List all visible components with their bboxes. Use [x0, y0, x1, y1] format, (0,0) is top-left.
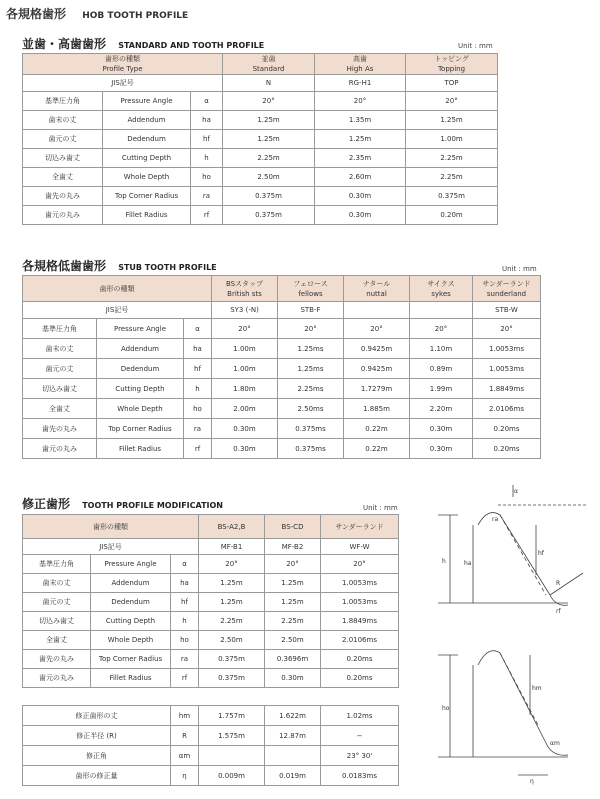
row-label-jp: 歯形の修正量	[23, 766, 171, 786]
table-cell	[199, 746, 265, 766]
row-label-en: Dedendum	[91, 593, 171, 612]
table-cell: 0.30m	[315, 206, 406, 225]
table-cell: TOP	[406, 75, 498, 92]
label-alpha: α	[514, 488, 518, 495]
row-label-jp: 全歯丈	[23, 631, 91, 650]
standard-table	[22, 53, 498, 225]
table-row	[23, 555, 399, 574]
table-cell: 0.30m	[212, 439, 278, 459]
row-symbol: ho	[184, 399, 212, 419]
standard-title-jp: 並歯・高歯歯形	[22, 37, 107, 51]
table-cell: 0.375ms	[278, 439, 344, 459]
mod-col-header: BS-CD	[265, 515, 321, 539]
jis-label: JIS記号	[23, 302, 212, 319]
table-cell: 1.25m	[223, 130, 315, 149]
angle-line	[550, 573, 583, 595]
table-cell: 0.3696m	[265, 650, 321, 669]
table-cell: 2.0106ms	[473, 399, 541, 419]
table-cell: 0.9425m	[344, 339, 410, 359]
row-label-jp: 修正歯形の丈	[23, 706, 171, 726]
row-label-en: Cutting Depth	[91, 612, 171, 631]
row-label-jp: 歯元の丸み	[23, 206, 103, 225]
table-cell: WF-W	[321, 539, 399, 555]
stub-unit: Unit : mm	[502, 265, 537, 273]
table-cell: 0.30m	[410, 419, 473, 439]
table-cell: 0.30m	[410, 439, 473, 459]
mod-table	[22, 514, 399, 786]
row-label-en: Fillet Radius	[97, 439, 184, 459]
table-cell: 2.25m	[406, 168, 498, 187]
table-row	[23, 92, 498, 111]
stub-title-jp: 各規格低歯歯形	[22, 259, 107, 273]
table-cell: 0.375m	[199, 669, 265, 688]
table-row	[23, 593, 399, 612]
table-cell: RG-H1	[315, 75, 406, 92]
table-row	[23, 419, 541, 439]
col-en: sykes	[431, 289, 451, 298]
row-symbol: ha	[171, 574, 199, 593]
table-cell: 0.375m	[223, 187, 315, 206]
label-R: R	[556, 580, 561, 587]
table-cell: 1.25m	[265, 593, 321, 612]
mod-col-header: BS-A2,B	[199, 515, 265, 539]
label-hm: hm	[532, 685, 542, 692]
col-en: sunderland	[486, 289, 527, 298]
table-cell	[344, 302, 410, 319]
table-row	[23, 379, 541, 399]
table-cell: 2.25m	[406, 149, 498, 168]
table-cell: 1.885m	[344, 399, 410, 419]
table-cell: 1.25m	[406, 111, 498, 130]
row-symbol: hf	[191, 130, 223, 149]
table-cell: 0.375m	[406, 187, 498, 206]
row-label-jp: 修正半径 (R)	[23, 726, 171, 746]
table-row	[23, 149, 498, 168]
table-cell: 0.009m	[199, 766, 265, 786]
row-label-jp: 歯元の丈	[23, 593, 91, 612]
table-row	[23, 631, 399, 650]
table-row	[23, 539, 399, 555]
mod-col-header: サンダーランド	[321, 515, 399, 539]
row-label-jp: 歯末の丈	[23, 574, 91, 593]
table-cell: 0.30m	[265, 669, 321, 688]
col-en: British sts	[227, 289, 262, 298]
table-cell: 1.8849ms	[321, 612, 399, 631]
col-jp: フェロース	[293, 279, 328, 288]
col-jp: トッピング	[434, 55, 469, 63]
col-jp: ナタール	[362, 279, 391, 288]
table-cell: 2.20m	[410, 399, 473, 419]
row-label-en: Addendum	[103, 111, 191, 130]
mod-section-title	[22, 495, 223, 512]
table-gap	[23, 688, 399, 706]
table-cell: 12.87m	[265, 726, 321, 746]
row-symbol: h	[184, 379, 212, 399]
col-en: Topping	[437, 65, 466, 73]
stub-title-en: STUB TOOTH PROFILE	[118, 263, 217, 272]
table-cell: 1.0053ms	[321, 593, 399, 612]
table-cell: 0.30m	[315, 187, 406, 206]
row-label-en: Fillet Radius	[103, 206, 191, 225]
label-rf: rf	[556, 608, 561, 615]
table-cell: 1.99m	[410, 379, 473, 399]
table-cell: 0.20m	[406, 206, 498, 225]
col-en: Standard	[252, 65, 285, 73]
stub-col-header	[344, 276, 410, 302]
standard-type-header	[23, 54, 223, 75]
table-row	[23, 302, 541, 319]
table-row	[23, 206, 498, 225]
row-label-jp: 修正角	[23, 746, 171, 766]
mod-title-jp: 修正歯形	[22, 497, 71, 511]
row-label-en: Whole Depth	[91, 631, 171, 650]
row-label-jp: 歯元の丸み	[23, 669, 91, 688]
row-label-jp: 切込み歯丈	[23, 149, 103, 168]
row-label-jp: 歯末の丈	[23, 339, 97, 359]
col-en: nuttal	[366, 289, 387, 298]
row-symbol: rf	[171, 669, 199, 688]
table-cell: 1.622m	[265, 706, 321, 726]
standard-unit: Unit : mm	[458, 42, 493, 50]
row-symbol: h	[171, 612, 199, 631]
table-cell: 0.22m	[344, 439, 410, 459]
row-symbol: rf	[184, 439, 212, 459]
table-row	[23, 130, 498, 149]
table-cell: 0.20ms	[321, 669, 399, 688]
table-row	[23, 669, 399, 688]
col-jp: 高歯	[353, 55, 368, 63]
table-cell: 1.575m	[199, 726, 265, 746]
table-cell: 2.00m	[212, 399, 278, 419]
table-row	[23, 726, 399, 746]
table-cell: 0.375m	[199, 650, 265, 669]
stub-table	[22, 275, 541, 459]
table-cell: MF-B1	[199, 539, 265, 555]
row-label-en: Fillet Radius	[91, 669, 171, 688]
row-label-jp: 基準圧力角	[23, 319, 97, 339]
table-cell: 1.00m	[406, 130, 498, 149]
standard-title-en: STANDARD AND TOOTH PROFILE	[118, 41, 265, 50]
row-label-jp: 全歯丈	[23, 399, 97, 419]
row-symbol: ha	[184, 339, 212, 359]
row-label-jp: 基準圧力角	[23, 555, 91, 574]
row-symbol: ho	[171, 631, 199, 650]
table-row	[23, 339, 541, 359]
row-label-jp: 歯先の丸み	[23, 187, 103, 206]
table-cell: 2.50m	[223, 168, 315, 187]
jis-label: JIS記号	[23, 539, 199, 555]
table-cell: 2.50m	[199, 631, 265, 650]
label-ha: ha	[464, 560, 472, 567]
table-cell: 1.757m	[199, 706, 265, 726]
page-title	[6, 5, 188, 22]
table-cell: 2.50ms	[278, 399, 344, 419]
row-symbol: h	[191, 149, 223, 168]
table-cell: 1.10m	[410, 339, 473, 359]
col-en: High As	[346, 65, 374, 73]
table-cell: 20°	[199, 555, 265, 574]
table-cell: 2.50m	[265, 631, 321, 650]
table-row	[23, 650, 399, 669]
table-cell: 2.25m	[223, 149, 315, 168]
table-cell: 0.019m	[265, 766, 321, 786]
table-row	[23, 706, 399, 726]
stub-col-header	[473, 276, 541, 302]
row-label-jp: 歯先の丸み	[23, 650, 91, 669]
table-cell: 1.25m	[265, 574, 321, 593]
table-row	[23, 168, 498, 187]
col-jp: サンダーランド	[482, 279, 531, 288]
standard-section-title	[22, 35, 264, 52]
table-cell: 1.02ms	[321, 706, 399, 726]
row-label-jp: 歯元の丈	[23, 130, 103, 149]
standard-type-jp: 歯形の種類	[105, 55, 140, 63]
table-cell: 0.375m	[223, 206, 315, 225]
table-row	[23, 359, 541, 379]
table-cell: 20°	[212, 319, 278, 339]
row-label-jp: 歯元の丈	[23, 359, 97, 379]
standard-col-header	[223, 54, 315, 75]
label-hf: hf	[538, 550, 544, 557]
table-cell: 2.35m	[315, 149, 406, 168]
table-cell: 0.20ms	[473, 419, 541, 439]
row-symbol: ho	[191, 168, 223, 187]
table-cell: 1.35m	[315, 111, 406, 130]
table-row	[23, 766, 399, 786]
row-label-en: Top Corner Radius	[91, 650, 171, 669]
table-row	[23, 111, 498, 130]
table-cell: −	[321, 726, 399, 746]
row-label-en: Top Corner Radius	[103, 187, 191, 206]
table-cell: STB-W	[473, 302, 541, 319]
row-symbol: ra	[171, 650, 199, 669]
table-cell: 1.25ms	[278, 339, 344, 359]
row-symbol: R	[171, 726, 199, 746]
table-row	[23, 746, 399, 766]
row-label-en: Pressure Angle	[91, 555, 171, 574]
table-cell: 0.9425m	[344, 359, 410, 379]
table-cell	[265, 746, 321, 766]
jis-label: JIS記号	[23, 75, 223, 92]
table-cell: STB-F	[278, 302, 344, 319]
row-symbol: hf	[171, 593, 199, 612]
page-title-jp: 各規格歯形	[6, 7, 67, 21]
row-label-en: Pressure Angle	[103, 92, 191, 111]
table-cell: 20°	[406, 92, 498, 111]
table-cell: 1.0053ms	[473, 359, 541, 379]
row-symbol: ra	[191, 187, 223, 206]
label-ho: ho	[442, 705, 450, 712]
table-row	[23, 612, 399, 631]
table-cell: 20°	[265, 555, 321, 574]
row-symbol: α	[184, 319, 212, 339]
table-cell: 0.30m	[212, 419, 278, 439]
tooth-flank-upper	[478, 513, 568, 606]
row-symbol: η	[171, 766, 199, 786]
row-symbol: hm	[171, 706, 199, 726]
row-label-en: Cutting Depth	[103, 149, 191, 168]
label-eta: η	[530, 778, 534, 785]
table-cell: 2.25ms	[278, 379, 344, 399]
table-cell: 0.89m	[410, 359, 473, 379]
table-cell: 0.22m	[344, 419, 410, 439]
row-label-en: Dedendum	[97, 359, 184, 379]
table-cell: 20°	[321, 555, 399, 574]
table-cell: 0.20ms	[473, 439, 541, 459]
table-row	[23, 319, 541, 339]
table-cell: 1.25m	[199, 574, 265, 593]
row-symbol: α	[191, 92, 223, 111]
label-h: h	[442, 558, 446, 565]
table-cell: 1.7279m	[344, 379, 410, 399]
col-jp: サイクス	[427, 279, 455, 288]
table-row	[23, 439, 541, 459]
row-label-en: Dedendum	[103, 130, 191, 149]
row-label-jp: 基準圧力角	[23, 92, 103, 111]
table-cell: 2.25m	[265, 612, 321, 631]
table-cell: 1.00m	[212, 339, 278, 359]
row-label-jp: 歯先の丸み	[23, 419, 97, 439]
row-label-jp: 切込み歯丈	[23, 612, 91, 631]
table-cell: 20°	[315, 92, 406, 111]
row-label-jp: 歯元の丸み	[23, 439, 97, 459]
table-cell: SY3 (-N)	[212, 302, 278, 319]
table-cell: 0.0183ms	[321, 766, 399, 786]
mod-unit: Unit : mm	[363, 504, 398, 512]
table-cell: 1.25ms	[278, 359, 344, 379]
stub-section-title	[22, 257, 217, 274]
row-label-en: Pressure Angle	[97, 319, 184, 339]
table-cell: 20°	[344, 319, 410, 339]
table-cell: 1.0053ms	[473, 339, 541, 359]
table-cell: 1.25m	[315, 130, 406, 149]
tooth-profile-diagram	[438, 485, 598, 790]
row-symbol: rf	[191, 206, 223, 225]
table-cell: 1.00m	[212, 359, 278, 379]
table-cell: 2.60m	[315, 168, 406, 187]
table-cell: 0.20ms	[321, 650, 399, 669]
page-title-en: HOB TOOTH PROFILE	[82, 11, 189, 21]
col-en: fellows	[298, 289, 323, 298]
col-jp: 並歯	[261, 55, 276, 63]
standard-type-en: Profile Type	[102, 65, 143, 73]
table-cell: 2.25m	[199, 612, 265, 631]
stub-col-header	[278, 276, 344, 302]
standard-col-header	[406, 54, 498, 75]
table-cell: 1.25m	[223, 111, 315, 130]
row-label-en: Cutting Depth	[97, 379, 184, 399]
table-row	[23, 574, 399, 593]
row-label-en: Addendum	[97, 339, 184, 359]
col-jp: BSスタッブ	[225, 279, 264, 288]
table-cell: 2.0106ms	[321, 631, 399, 650]
table-cell: 1.80m	[212, 379, 278, 399]
row-symbol: hf	[184, 359, 212, 379]
row-symbol: ha	[191, 111, 223, 130]
row-label-jp: 全歯丈	[23, 168, 103, 187]
table-cell: 20°	[473, 319, 541, 339]
table-row	[23, 75, 498, 92]
row-label-en: Whole Depth	[103, 168, 191, 187]
stub-col-header	[410, 276, 473, 302]
row-label-en: Top Corner Radius	[97, 419, 184, 439]
standard-col-header	[315, 54, 406, 75]
mod-type-header: 歯形の種類	[23, 515, 199, 539]
row-label-jp: 切込み歯丈	[23, 379, 97, 399]
stub-type-header: 歯形の種類	[23, 276, 212, 302]
table-cell: 20°	[410, 319, 473, 339]
row-symbol: αm	[171, 746, 199, 766]
row-symbol: ra	[184, 419, 212, 439]
table-row	[23, 187, 498, 206]
label-alpha-m: αm	[550, 740, 560, 747]
label-ra: ra	[492, 516, 499, 523]
table-cell: 0.375ms	[278, 419, 344, 439]
stub-col-header	[212, 276, 278, 302]
mod-title-en: TOOTH PROFILE MODIFICATION	[82, 501, 224, 510]
table-cell: 23° 30'	[321, 746, 399, 766]
row-label-en: Whole Depth	[97, 399, 184, 419]
table-cell	[410, 302, 473, 319]
table-cell: MF-B2	[265, 539, 321, 555]
table-cell: 1.8849ms	[473, 379, 541, 399]
row-label-jp: 歯末の丈	[23, 111, 103, 130]
row-label-en: Addendum	[91, 574, 171, 593]
table-cell: 20°	[278, 319, 344, 339]
row-symbol: α	[171, 555, 199, 574]
table-cell: N	[223, 75, 315, 92]
table-cell: 1.25m	[199, 593, 265, 612]
table-cell: 20°	[223, 92, 315, 111]
table-row	[23, 399, 541, 419]
table-cell: 1.0053ms	[321, 574, 399, 593]
